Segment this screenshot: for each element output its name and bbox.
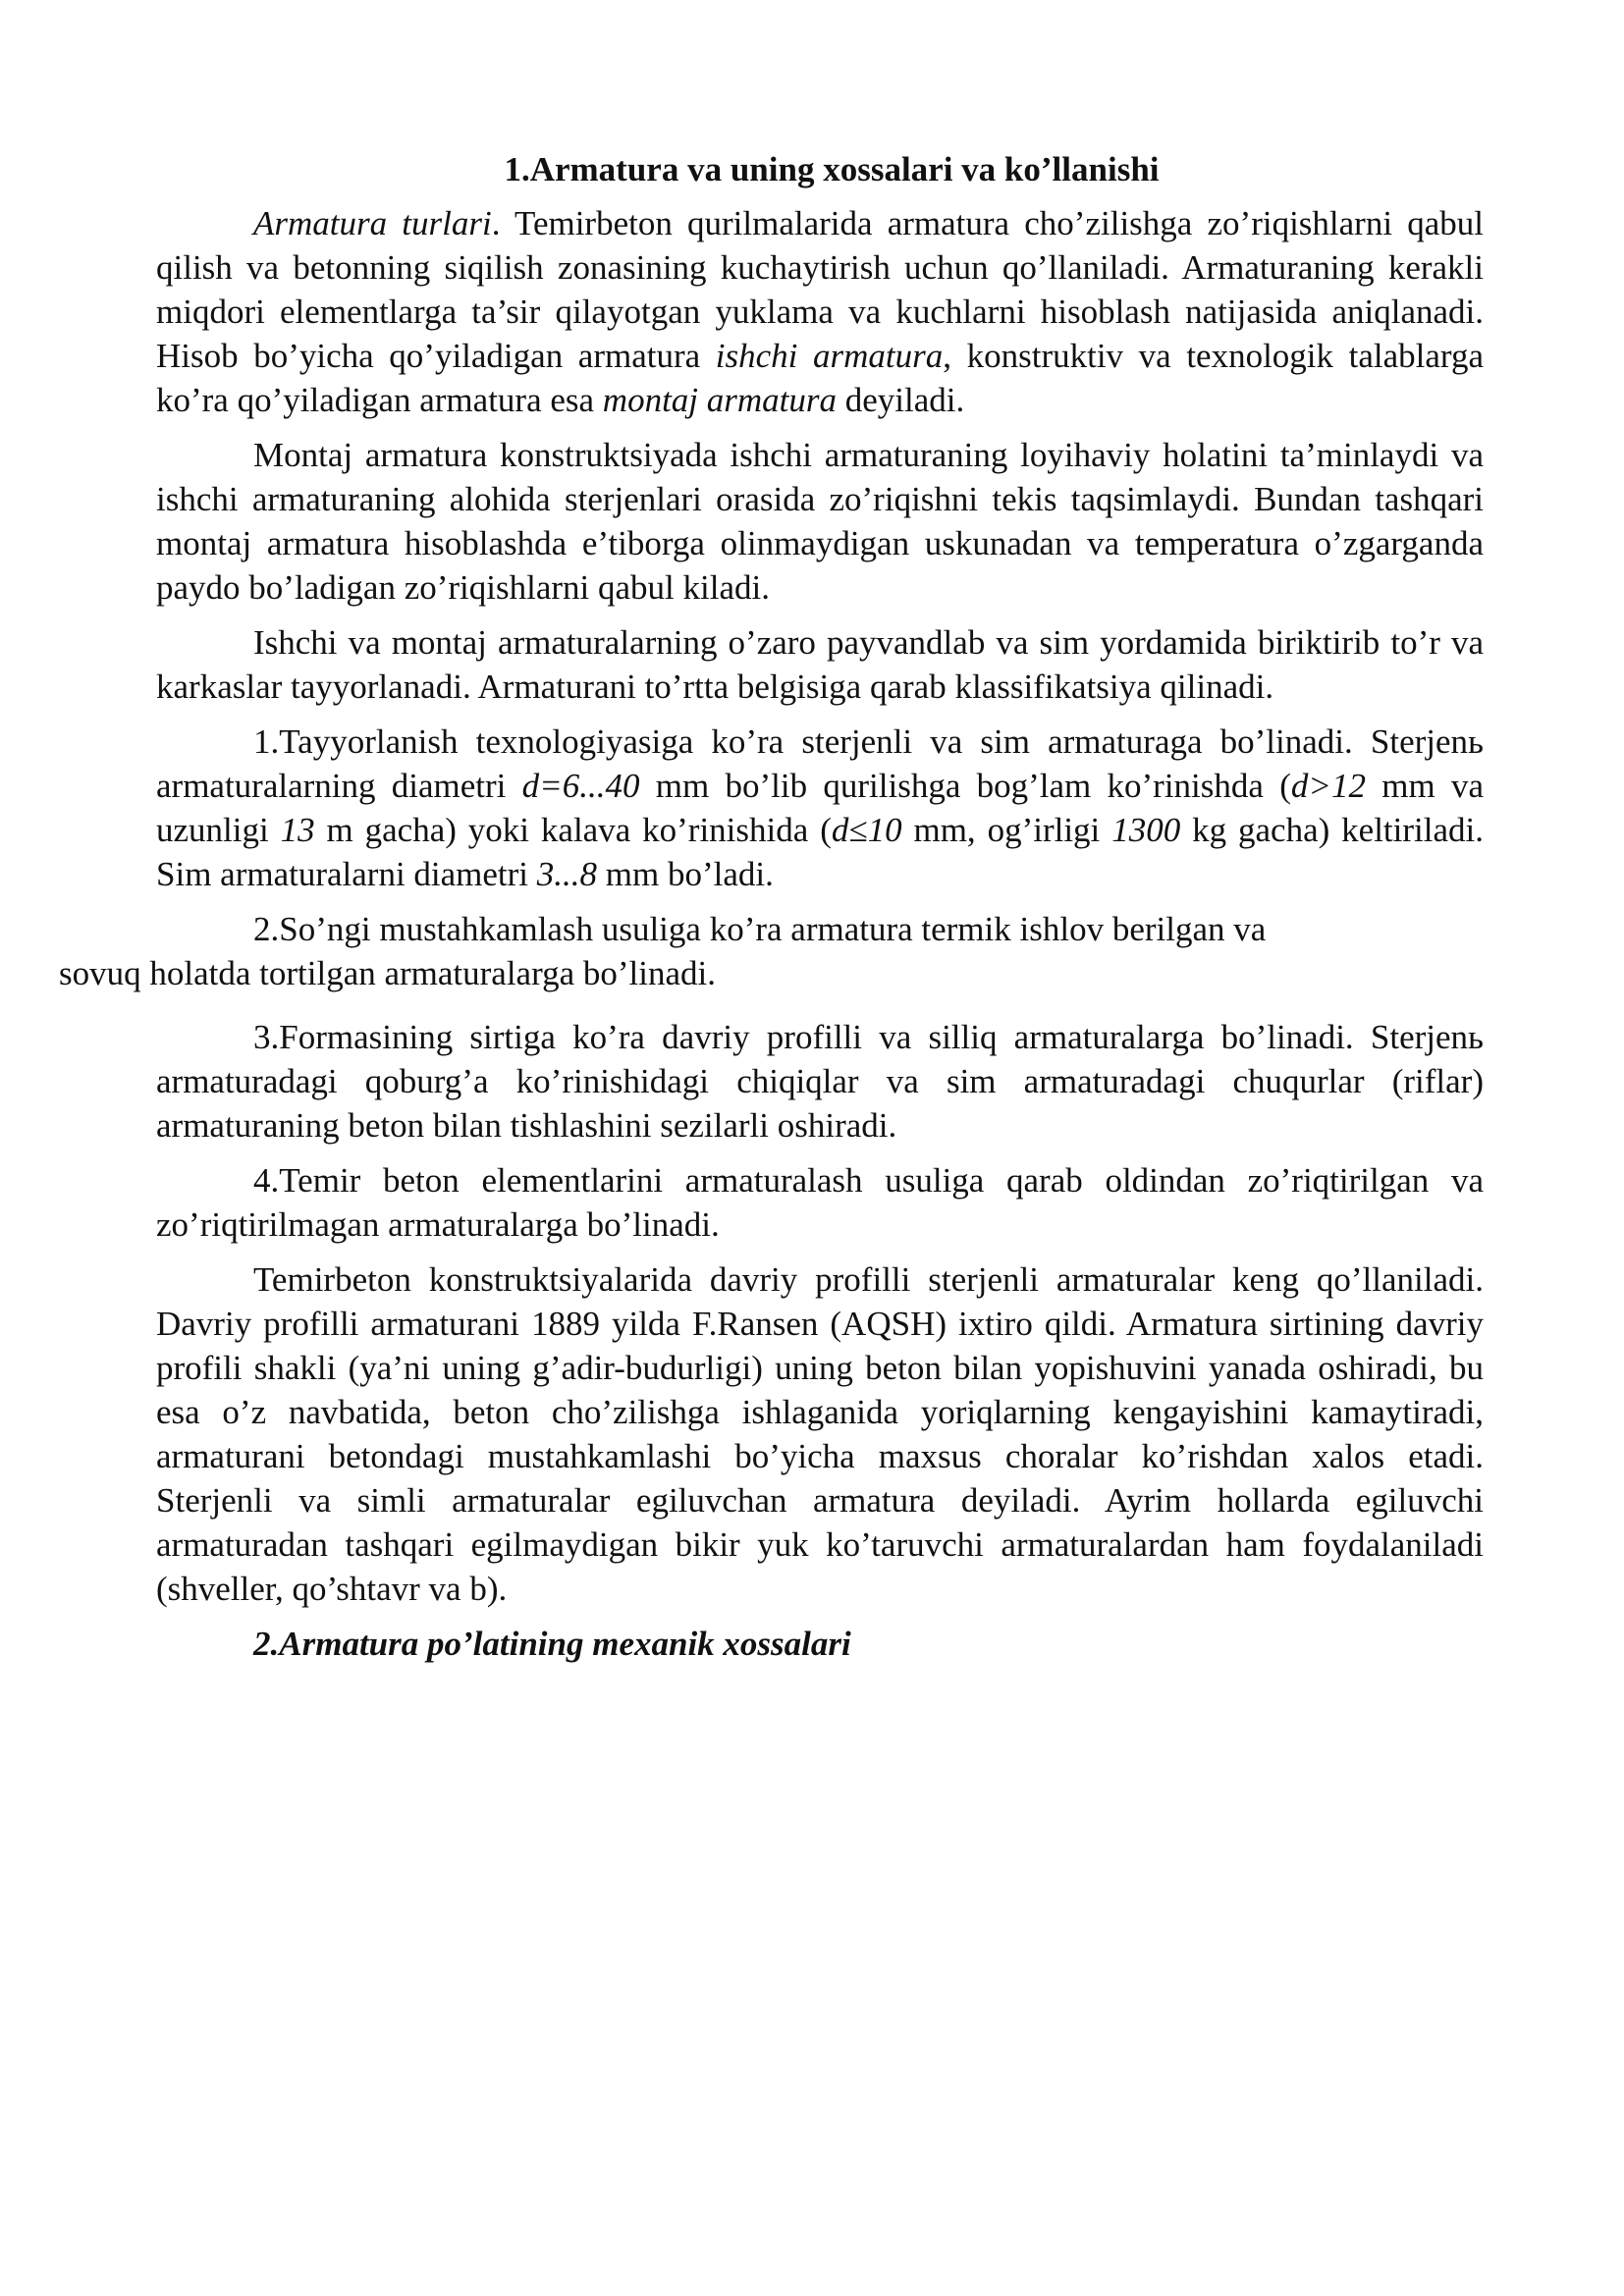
paragraph-item-1 [156, 720, 1484, 896]
paragraph-periodic-profile: Temirbeton konstruktsiyalarida davriy profilli sterjenli armaturalar keng qo’llaniladi. Davriy profilli armaturani 1889 yilda F.Ransen (AQSH) ixtiro qildi. Armatura sirtining davriy profili shakli (ya’ni uning g’adir-budurligi) uning beton bilan yopishuvini yanada oshiradi, bu esa o’z navbatida, beton cho’zilishga ishlaganida yoriqlarning kengayishini kamaytiradi, armaturani betondagi mustahkamlashi bo’yicha maxsus choralar ko’rishdan xalos etadi. Sterjenli va simli armaturalar egiluvchan armatura deyiladi. Ayrim hollarda egiluvchi armaturadan tashqari egilmaydigan bikir yuk ko’taruvchi armaturalardan ham foydalaniladi (shveller, qo’shtavr va b). [156, 1260, 1484, 1608]
document-page [59, 147, 1484, 1666]
italic-term: ishchi armatura [715, 337, 944, 375]
paragraph-text: , konstruktiv va texnologik talablarga ko’ra qo’yiladigan armatura esa [156, 337, 1484, 419]
section-heading-2: 2.Armatura po’latining mexanik xossalari [253, 1625, 851, 1663]
paragraph-text: deyiladi. [837, 381, 965, 419]
paragraph-text: 1.Tayyorlanish texnologiyasiga ko’ra sterjenli va sim armaturaga bo’linadi. Sterjenь armaturalarning diametri [156, 722, 1484, 805]
paragraph-text: . Temirbeton qurilmalarida armatura cho’zilishga zo’riqishlarni qabul qilish va betonning siqilish zonasining kuchaytirish uchun qo’llaniladi. Armaturaning kerakli miqdori elementlarga ta’sir qilayotgan yuklama va kuchlarni hisoblash natijasida aniqlanadi. Hisob bo’yicha qo’yiladigan armatura [156, 204, 1484, 375]
paragraph-line: 2.So’ngi mustahkamlash usuliga ko’ra armatura termik ishlov berilgan va [253, 910, 1267, 948]
paragraph-text: mm va uzunligi [156, 767, 1484, 849]
paragraph-item-4: 4.Temir beton elementlarini armaturalash usuliga qarab oldindan zo’riqtirilgan va zo’riqtirilmagan armaturalarga bo’linadi. [156, 1161, 1484, 1244]
italic-term: Armatura turlari [253, 204, 492, 242]
paragraph-classification: Ishchi va montaj armaturalarning o’zaro payvandlab va sim yordamida biriktirib to’r va karkaslar tayyorlanadi. Armaturani to’rtta belgisiga qarab klassifikatsiya qilinadi. [156, 623, 1484, 706]
italic-value: 13 [280, 811, 315, 849]
paragraph-item-2 [59, 907, 1484, 995]
italic-value: 3...8 [536, 855, 598, 893]
italic-value: d=6...40 [521, 767, 640, 805]
italic-term: montaj armatura [602, 381, 838, 419]
paragraph-armatura-types [156, 201, 1484, 422]
paragraph-text: m gacha) yoki kalava ko’rinishida ( [314, 811, 832, 849]
section-title: 1.Armatura va uning xossalari va ko’llanishi [504, 150, 1160, 188]
paragraph-montaj: Montaj armatura konstruktsiyada ishchi armaturaning loyihaviy holatini ta’minlaydi va ishchi armaturaning alohida sterjenlari orasida zo’riqishni tekis taqsimlaydi. Bundan tashqari montaj armatura hisoblashda e’tiborga olinmaydigan uskunadan va temperatura o’zgarganda paydo bo’ladigan zo’riqishlarni qabul kiladi. [156, 436, 1484, 607]
paragraph-text: kg gacha) keltiriladi. Sim armaturalarni diametri [156, 811, 1484, 893]
italic-value: d>12 [1290, 767, 1366, 805]
paragraph-text: mm, og’irligi [901, 811, 1112, 849]
italic-value: d≤10 [831, 811, 902, 849]
paragraph-text: mm bo’ladi. [597, 855, 774, 893]
paragraph-text: mm bo’lib qurilishga bog’lam ko’rinishda ( [639, 767, 1291, 805]
paragraph-item-3: 3.Formasining sirtiga ko’ra davriy profilli va silliq armaturalarga bo’linadi. Sterjenь armaturadagi qoburg’a ko’rinishidagi chiqiqlar va sim armaturadagi chuqurlar (riflar) armaturaning beton bilan tishlashini sezilarli oshiradi. [156, 1018, 1484, 1145]
paragraph-line: sovuq holatda tortilgan armaturalarga bo’linadi. [59, 954, 717, 992]
italic-value: 1300 [1111, 811, 1181, 849]
